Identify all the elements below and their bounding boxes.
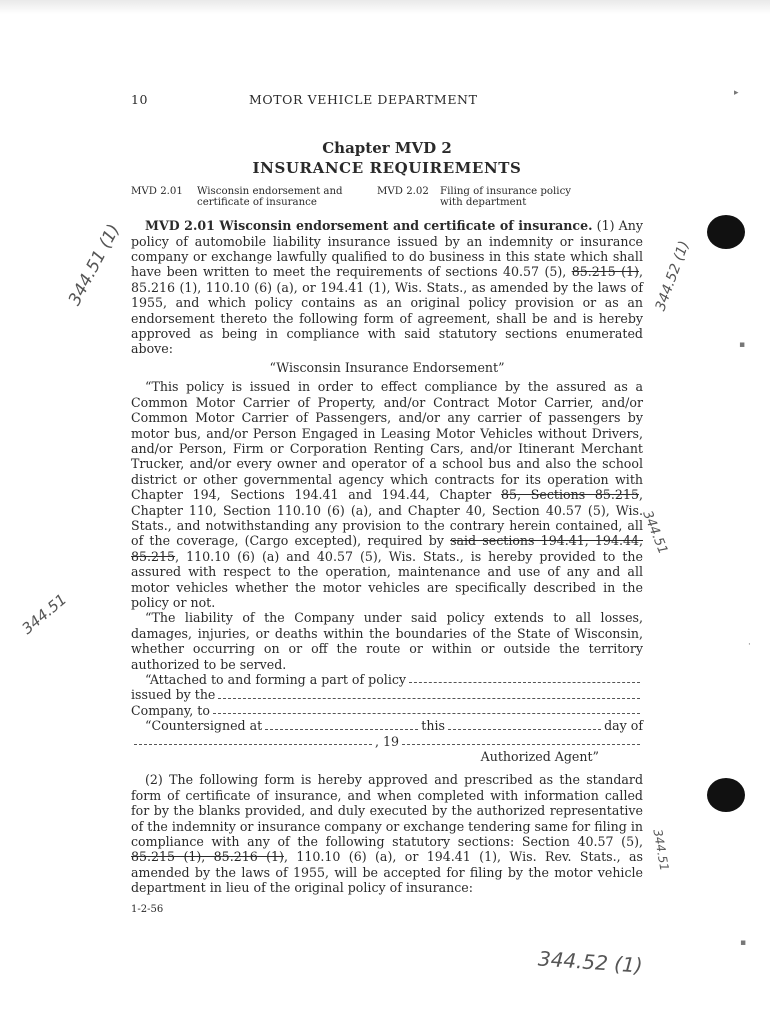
form-label: issued by the: [131, 687, 216, 703]
punch-hole: [707, 215, 745, 249]
handwritten-note: 344.52 (1): [652, 238, 693, 314]
table-of-contents: [131, 186, 643, 208]
text-run: , 110.10 (6) (a) and 40.57 (5), Wis. Stats., is hereby provided to the assured with respect to the operation, maintenance and use of any and all motor vehicles whether the motor vehicles are specifically described in the policy or not.: [131, 548, 643, 610]
form-line-attached: [131, 672, 643, 687]
text-run: (2) The following form is hereby approved and prescribed as the standard form of certificate of insurance, and when completed with information called for by the blanks provided, and duly executed by the authorized representative of the indemnity or insurance company or exchange tendering same for filing in compliance with any of the following statutory sections: Section 40.57 (5),: [131, 772, 643, 850]
scan-speck: ▸: [734, 88, 739, 98]
document-page: [131, 92, 643, 917]
struck-text: said sections 194.41, 194.44, 85.215: [131, 533, 643, 564]
form-line-countersigned: [131, 718, 643, 733]
toc-number: MVD 2.01: [131, 186, 183, 198]
toc-title: Filing of insurance policy with department: [440, 186, 572, 209]
blank-line: [448, 718, 601, 729]
blank-line: [213, 703, 640, 714]
blank-line: [134, 734, 372, 745]
endorsement-title: “Wisconsin Insurance Endorsement”: [269, 359, 505, 375]
blank-line: [402, 734, 640, 745]
chapter-label: Chapter MVD 2: [322, 139, 452, 158]
paragraph-2: [131, 379, 643, 610]
blank-line: [218, 687, 640, 698]
form-label: “Countersigned at: [145, 718, 263, 734]
footer-date: 1-2-56: [131, 903, 164, 915]
handwritten-note: 344.51: [18, 590, 71, 638]
paragraph-1: [131, 218, 643, 357]
form-line-issued: [131, 687, 643, 702]
text-run: , Chapter 110, Section 110.10 (6) (a), and Chapter 40, Section 40.57 (5), Wis. Stats., and notwithstanding any provision to the contrary herein contained, all of the coverage, (Cargo excepted), required by: [131, 487, 643, 549]
scan-speck: ▪: [740, 938, 747, 948]
form-line-company: [131, 703, 643, 718]
chapter-title: INSURANCE REQUIREMENTS: [252, 158, 522, 177]
form-label: “Attached to and forming a part of policy: [145, 672, 407, 687]
running-header: [131, 92, 643, 107]
section-heading: MVD 2.01 Wisconsin endorsement and certificate of insurance.: [145, 218, 593, 234]
handwritten-note: 344.51: [650, 828, 672, 872]
blank-line: [265, 718, 418, 729]
text-run: “This policy is issued in order to effect compliance by the assured as a Common Motor Carrier of Property, and/or Contract Motor Carrier, and/or Common Motor Carrier of Passengers, and/or any carrier of passengers by motor bus, and/or Person Engaged in Leasing Motor Vehicles without Drivers, and/or Person, Firm or Corporation Renting Cars, and/or Itinerant Merchant Trucker, and/or every owner and operator of a school bus and also the school district or other governmental agency which contracts for its operation with Chapter 194, Sections 194.41 and 194.44, Chapter: [131, 379, 643, 503]
struck-text: 85.215 (1): [571, 264, 639, 280]
text-run: , 110.10 (6) (a), or 194.41 (1), Wis. Rev. Stats., as amended by the laws of 1955, will be accepted for filing by the motor vehicle department in lieu of the original policy of insurance:: [131, 849, 644, 896]
punch-hole: [707, 778, 745, 812]
struck-text: 85, Sections 85.215: [501, 487, 639, 503]
running-head-title: MOTOR VEHICLE DEPARTMENT: [249, 92, 478, 107]
form-label: this: [421, 718, 445, 734]
toc-number: MVD 2.02: [377, 186, 429, 198]
form-line-year: [131, 734, 643, 749]
handwritten-note: 344.51: [639, 508, 671, 557]
text-run: (1) Any policy of automobile liability insurance issued by an indemnity or insurance company or exchange lawfully qualified to do business in this state which shall have been written to meet the requirements of sections 40.57 (5),: [131, 218, 643, 280]
text-run: , 85.216 (1), 110.10 (6) (a), or 194.41 (1), Wis. Stats., as amended by the laws of 1955, and which policy contains as an original policy provision or as an endorsement thereto the following form of agreement, shall be and is hereby approved as being in compliance with said statutory sections enumerated above:: [131, 264, 643, 357]
form-label: day of: [604, 718, 643, 734]
scan-edge: [0, 0, 770, 14]
handwritten-note: 344.51 (1): [64, 221, 125, 309]
scan-speck: ·: [748, 640, 751, 650]
authorized-agent-label: Authorized Agent”: [480, 749, 599, 765]
form-label: Company, to: [131, 702, 210, 718]
paragraph-4: [131, 772, 643, 895]
toc-title: Wisconsin endorsement and certificate of insurance: [197, 186, 343, 209]
struck-text: 85.215 (1), 85.216 (1): [131, 849, 284, 865]
form-label: , 19: [374, 733, 400, 749]
blank-line: [409, 672, 640, 683]
paragraph-3: “The liability of the Company under said policy extends to all losses, damages, injuries, or deaths within the boundaries of the State of Wisconsin, whether occurring on or off the route or within or outside the territory authorized to be served.: [131, 610, 643, 672]
page-number: 10: [131, 92, 149, 107]
scan-speck: ▪: [739, 340, 746, 350]
handwritten-note: 344.52 (1): [537, 946, 644, 978]
